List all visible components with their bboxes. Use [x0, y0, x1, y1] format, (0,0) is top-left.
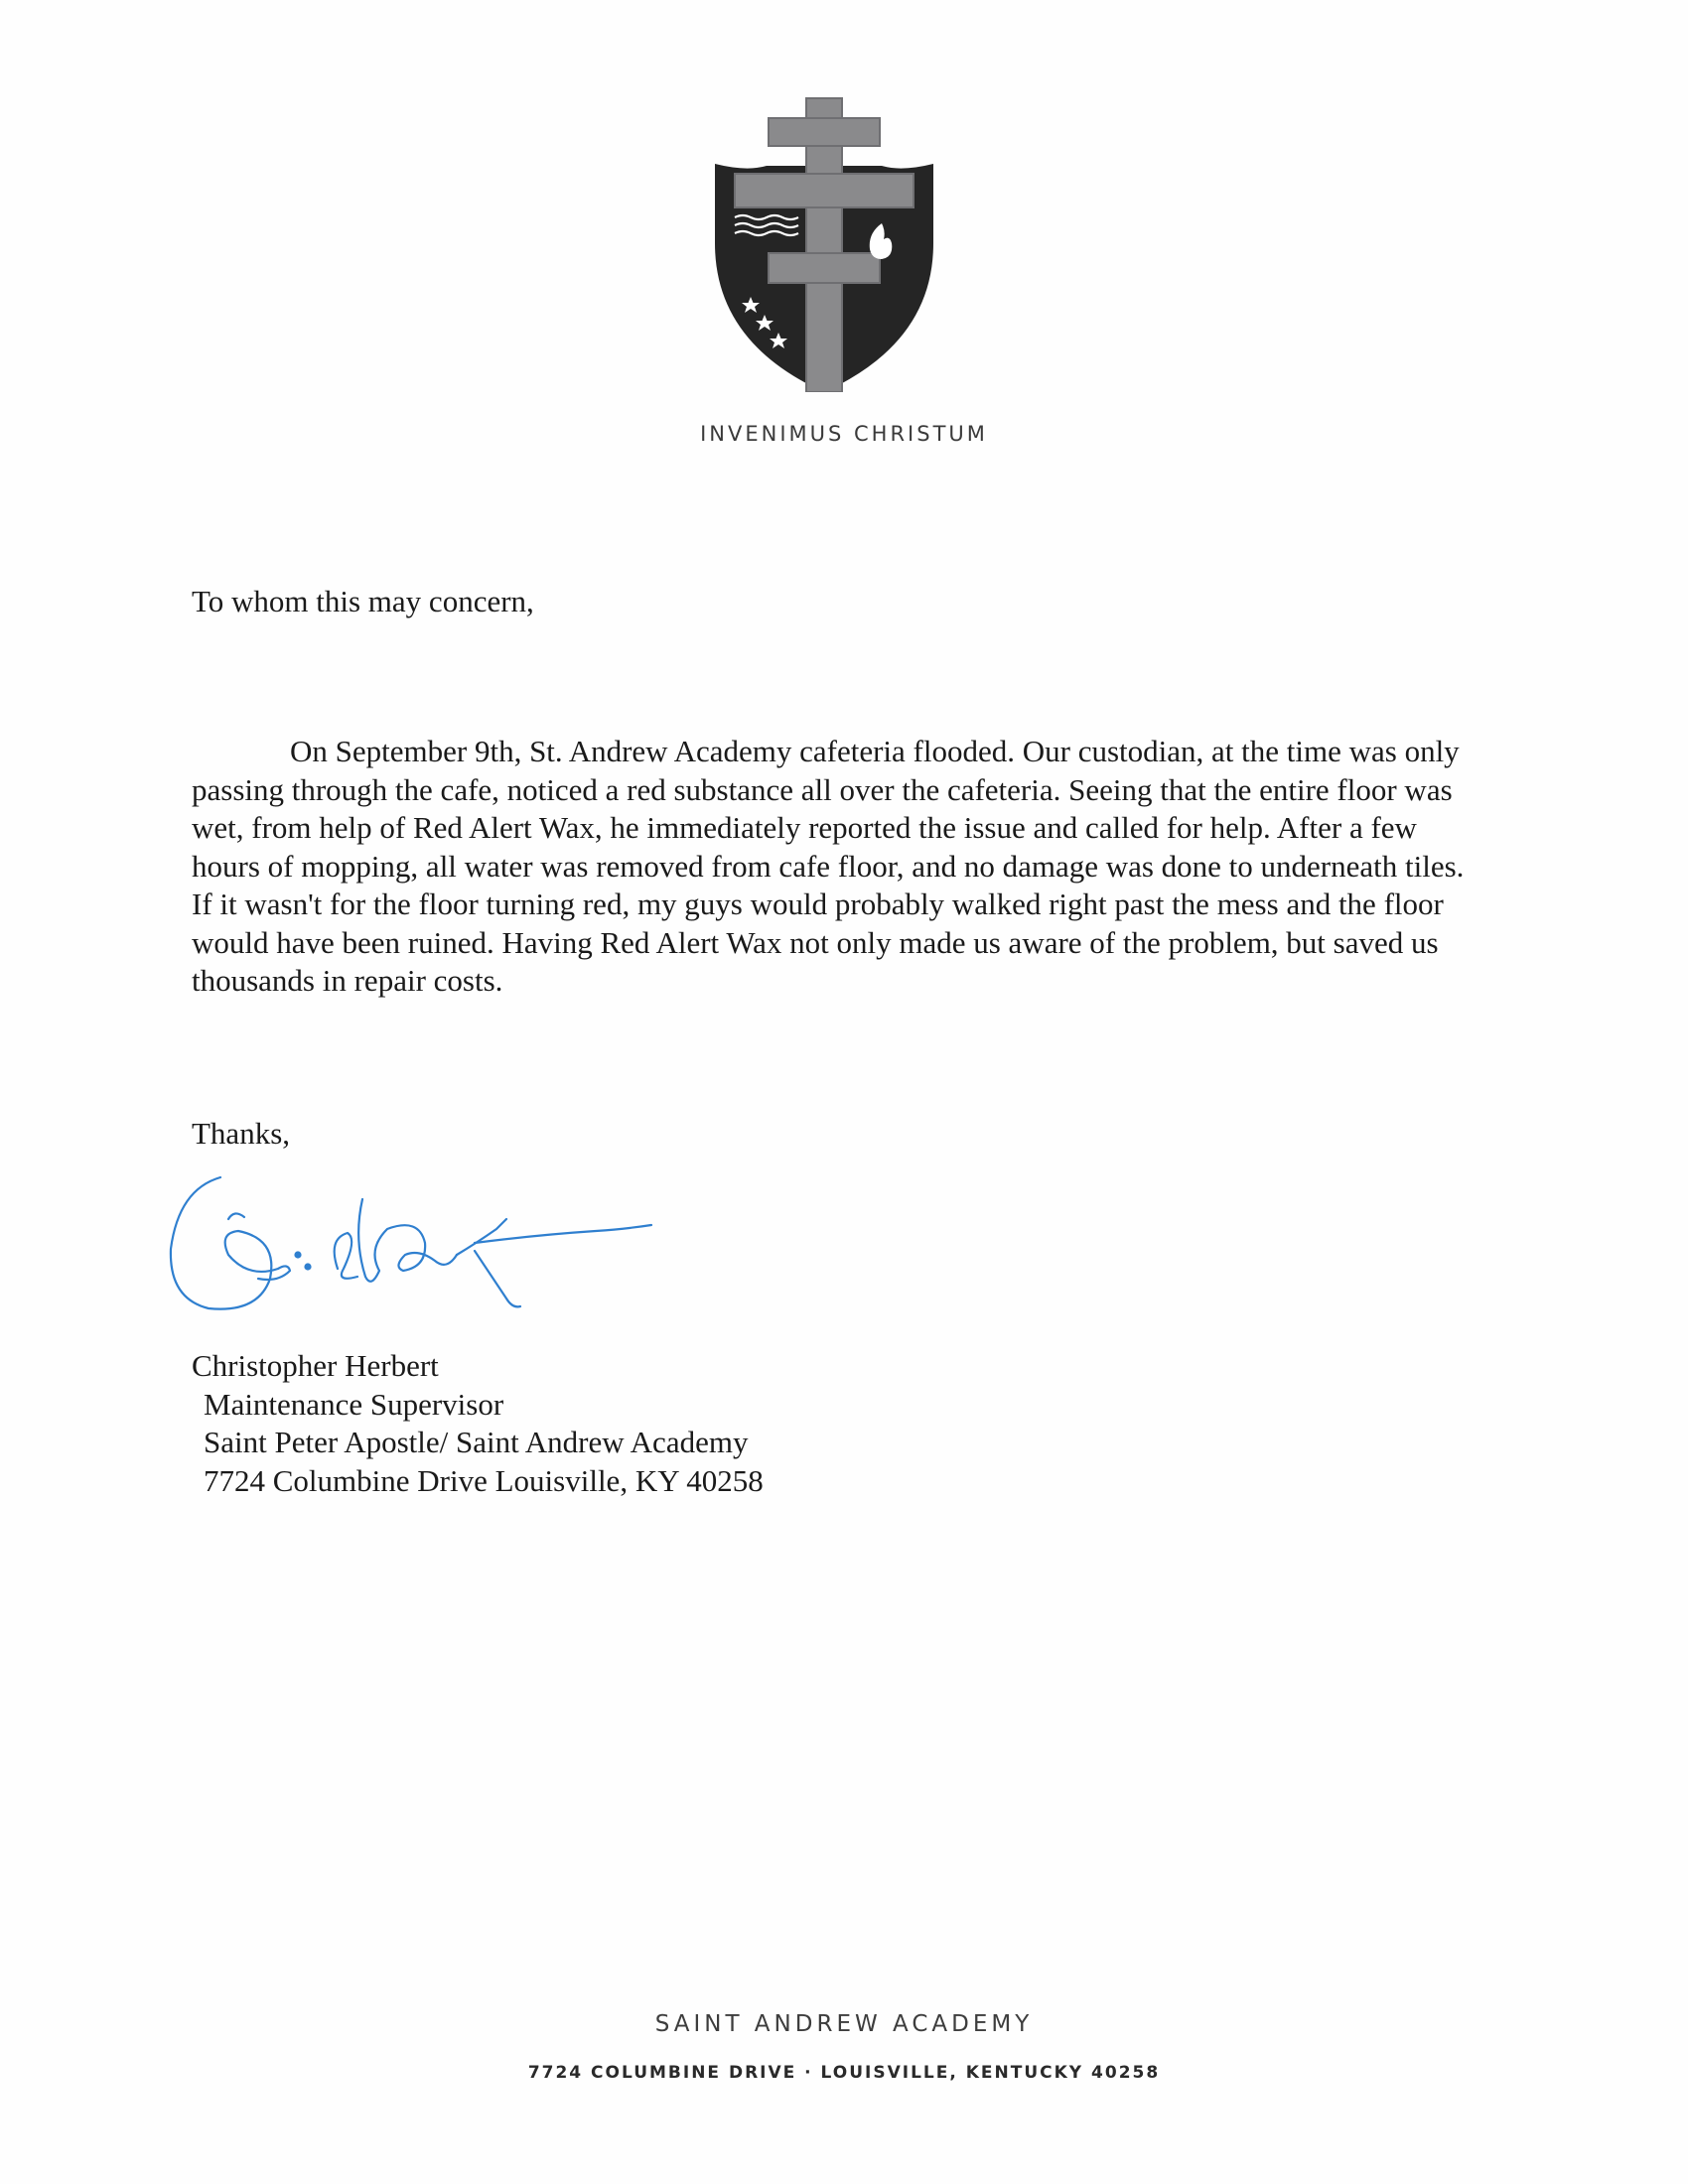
signatory-address: 7724 Columbine Drive Louisville, KY 40258: [204, 1462, 764, 1498]
letter-body: [192, 733, 1473, 1001]
signatory-organization: Saint Peter Apostle/ Saint Andrew Academy: [204, 1425, 749, 1459]
handwritten-signature: [159, 1160, 715, 1328]
signatory-name: Christopher Herbert: [192, 1348, 439, 1383]
school-crest-logo: [707, 94, 941, 392]
signature-block: [192, 1347, 764, 1500]
footer-school-name: SAINT ANDREW ACADEMY: [654, 2011, 1034, 2037]
school-motto: INVENIMUS CHRISTUM: [700, 422, 988, 446]
signatory-title: Maintenance Supervisor: [204, 1386, 504, 1422]
closing: Thanks,: [192, 1116, 291, 1151]
salutation: To whom this may concern,: [192, 584, 534, 618]
footer-address: 7724 COLUMBINE DRIVE · LOUISVILLE, KENTUCKY 40258: [527, 2063, 1161, 2083]
letter-paragraph: On September 9th, St. Andrew Academy cafeteria flooded. Our custodian, at the time was only passing through the cafe, noticed a red substance all over the cafeteria. Seeing that the entire floor was wet, from help of Red Alert Wax, he immediately reported the issue and called for help. After a few hours of mopping, all water was removed from cafe floor, and no damage was done to underneath tiles. If it wasn't for the floor turning red, my guys would probably walked right past the mess and the floor would have been ruined. Having Red Alert Wax not only made us aware of the problem, but saved us thousands in repair costs.: [192, 734, 1465, 998]
